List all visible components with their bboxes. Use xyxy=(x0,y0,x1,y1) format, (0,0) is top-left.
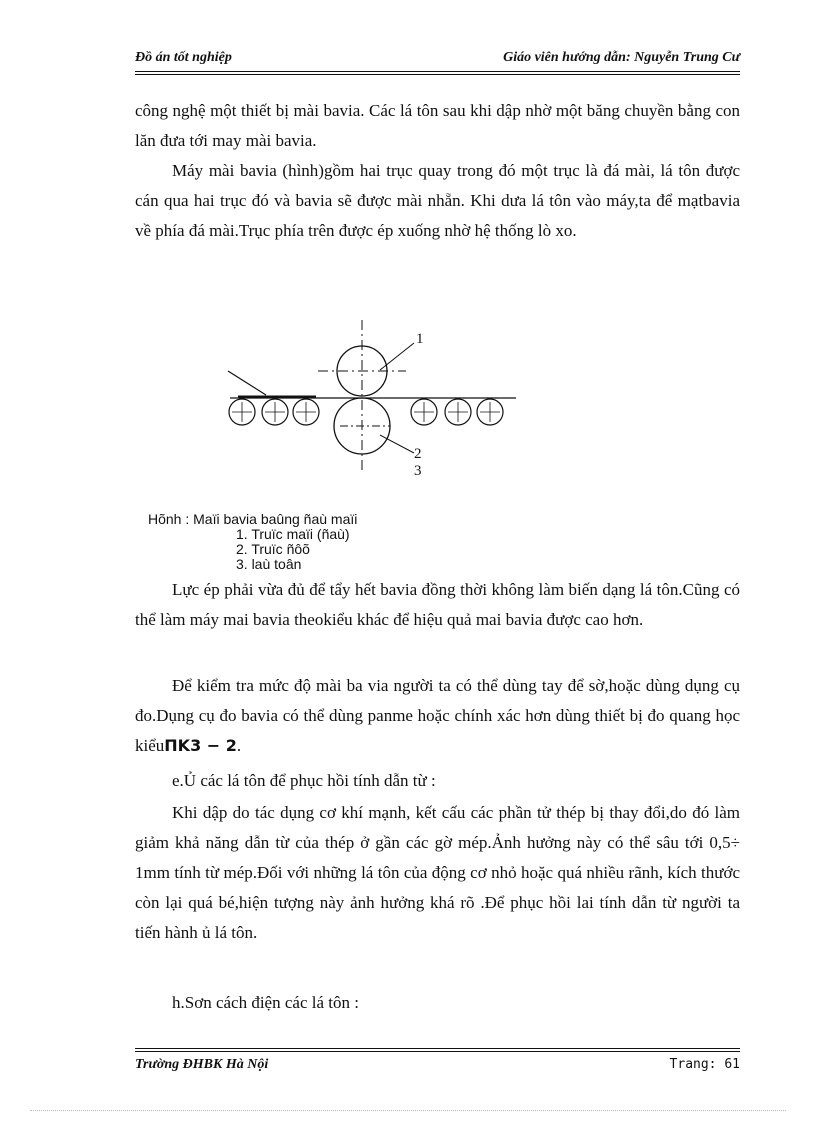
paragraph-machine-description: Máy mài bavia (hình)gồm hai trục quay trong đó một trục là đá mài, lá tôn được cán qua hai trục đó và bavia sẽ được mài nhẵn. Khi dưa lá tôn vào máy,ta để mạtbavia về phía đá mài.Trục phía trên được ép xuống nhờ hệ thống lò xo. xyxy=(135,161,740,240)
figure-label-2: 2 xyxy=(414,446,422,462)
inspection-text: Để kiểm tra mức độ mài ba via người ta có thể dùng tay để sờ,hoặc dùng dụng cụ đo.Dụng cụ đo bavia có thể dùng panme hoặc chính xác hơn dùng thiết bị đo quang học kiểu xyxy=(135,676,740,755)
figure-label-3: 3 xyxy=(414,463,422,479)
figure-label-1: 1 xyxy=(416,331,424,347)
page-footer xyxy=(135,1057,740,1077)
paragraph-annealing: Khi dập do tác dụng cơ khí mạnh, kết cấu các phần tử thép bị thay đổi,do đó làm giảm khả năng dẫn từ của thép ở gần các gờ mép.Ảnh hưởng này có thể sâu tới 0,5÷ 1mm tính từ mép.Đối với những lá tôn của động cơ nhỏ hoặc quá nhiều rãnh, kích thước còn lại quá bé,hiện tượng này ảnh hưởng khá rõ .Để phục hồi lai tính dẫn từ người ta tiến hành ủ lá tôn. xyxy=(135,803,740,942)
paragraph-intro: công nghệ một thiết bị mài bavia. Các lá tôn sau khi dập nhờ một băng chuyền bằng con lăn đưa tới may mài bavia. xyxy=(135,101,740,150)
footer-university: Trường ĐHBK Hà Nội xyxy=(135,1057,269,1072)
sentence-period: . xyxy=(236,736,242,755)
instrument-model-formula: ΠK3 − 2 xyxy=(164,736,237,755)
header-project-title: Đồ án tốt nghiệp xyxy=(135,50,232,65)
footer-rule xyxy=(135,1048,740,1052)
page-number: Trang: 61 xyxy=(669,1057,740,1072)
figure-caption xyxy=(148,511,358,572)
caption-item: 2. Truïc ñôõ xyxy=(236,541,310,557)
deburring-machine-figure xyxy=(220,315,530,485)
caption-title: Hõnh : Maïi bavia baûng ñaù maïi xyxy=(148,511,358,527)
caption-item: 1. Truïc maïi (ñaù) xyxy=(236,526,350,542)
paragraph-pressure: Lực ép phải vừa đủ để tẩy hết bavia đồng thời không làm biến dạng lá tôn.Cũng có thể làm máy mai bavia theokiểu khác để hiệu quả mai bavia được cao hơn. xyxy=(135,580,740,629)
header-supervisor: Giáo viên hướng dẫn: Nguyễn Trung Cư xyxy=(503,50,740,65)
paragraph-inspection xyxy=(135,671,740,761)
page-header xyxy=(135,50,740,70)
page-bottom-divider xyxy=(30,1110,786,1111)
caption-item: 3. laù toân xyxy=(236,556,302,572)
section-heading-annealing: e.Ủ các lá tôn để phục hồi tính dẫn từ : xyxy=(172,771,436,790)
section-heading-insulation: h.Sơn cách điện các lá tôn : xyxy=(172,993,359,1012)
header-rule xyxy=(135,71,740,75)
